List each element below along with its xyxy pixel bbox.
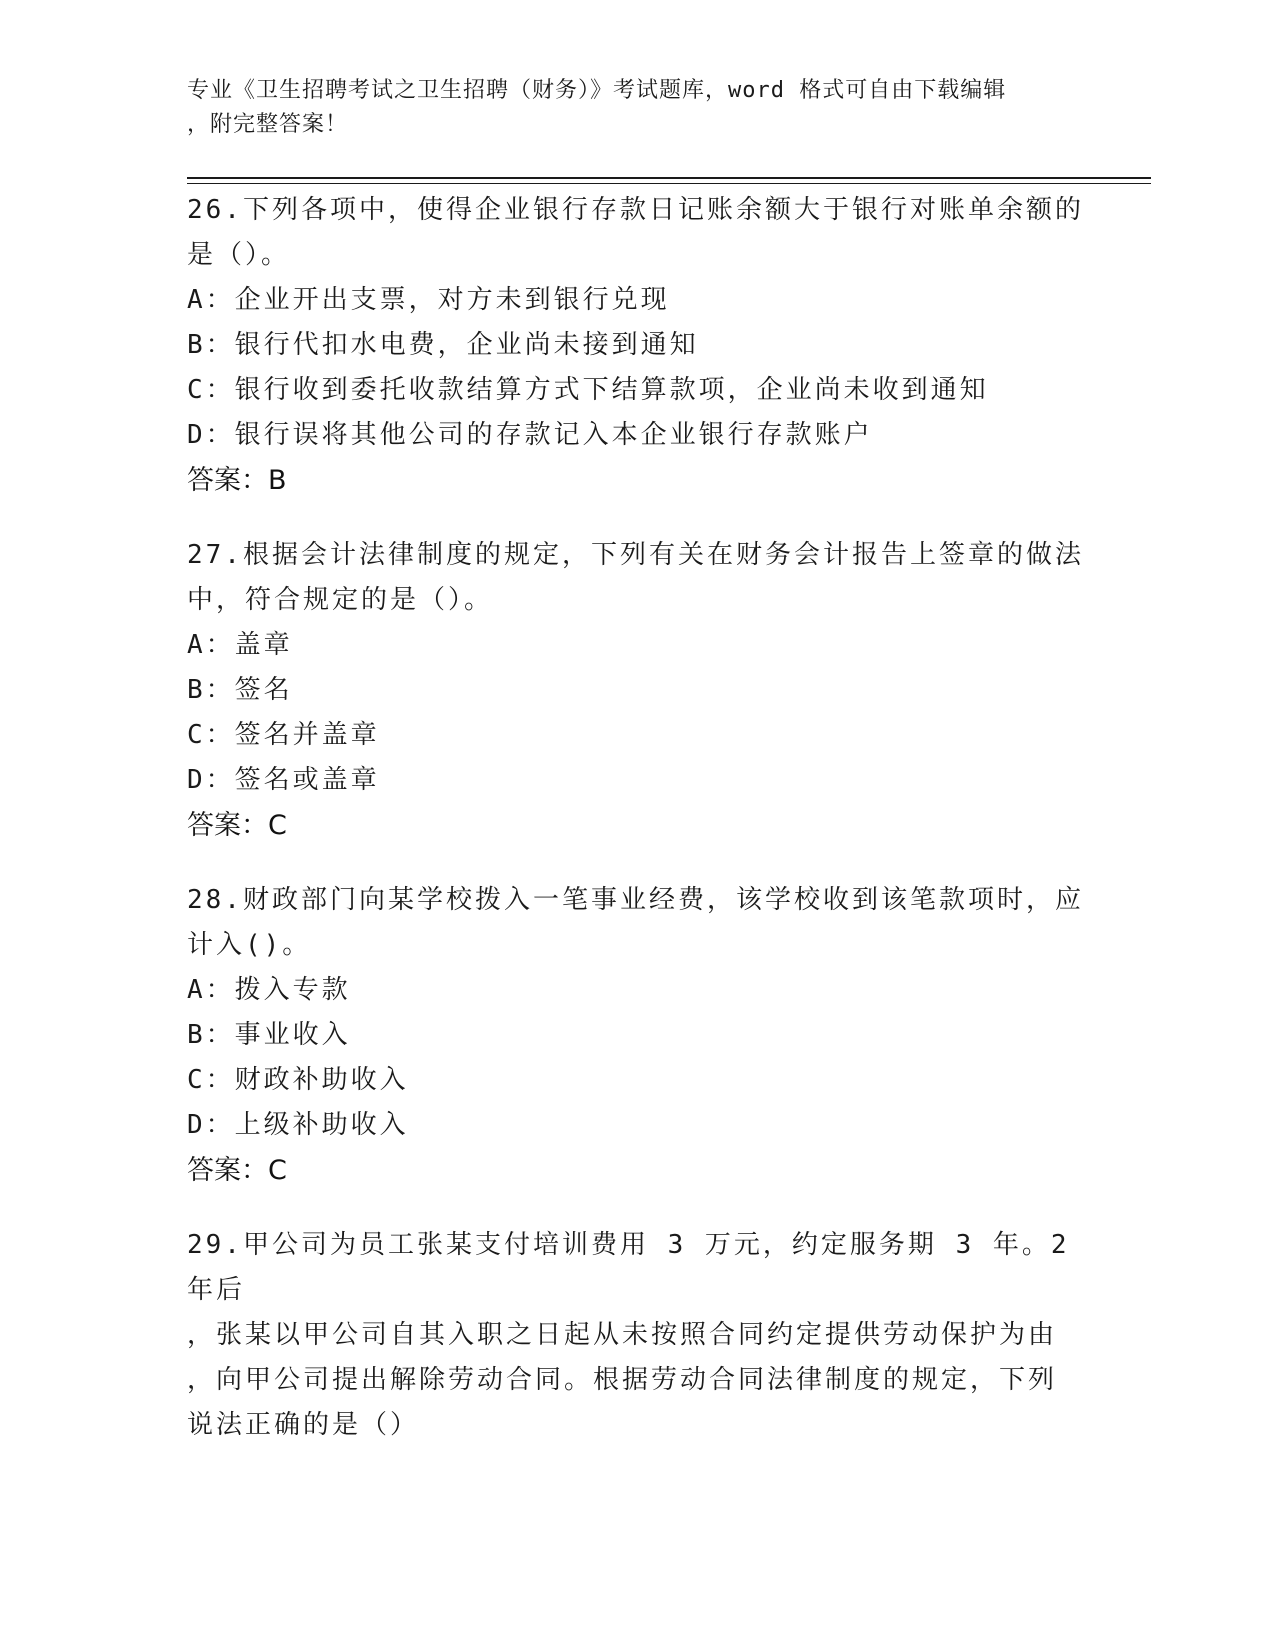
header-divider-thin: [187, 183, 1151, 184]
document-header: [187, 74, 1067, 142]
header-divider-thick: [187, 177, 1151, 179]
option-c: C：签名并盖章: [187, 720, 380, 750]
question-29: [187, 1223, 1087, 1448]
question-28: [187, 878, 1087, 1193]
question-stem-line: ，向甲公司提出解除劳动合同。根据劳动合同法律制度的规定，下列: [187, 1365, 1058, 1395]
option-b: B：银行代扣水电费，企业尚未接到通知: [187, 330, 699, 360]
question-stem-line: 计入()。: [187, 930, 312, 960]
option-b: B：签名: [187, 675, 293, 705]
question-stem-line: 中，符合规定的是（）。: [187, 585, 494, 615]
answer-line: 答案：C: [187, 810, 287, 841]
question-stem-line: 28.财政部门向某学校拨入一笔事业经费，该学校收到该笔款项时，应: [187, 885, 1084, 915]
option-d: D：签名或盖章: [187, 765, 380, 795]
question-26: [187, 188, 1087, 503]
question-stem-line: 是（）。: [187, 240, 291, 270]
option-a: A：拨入专款: [187, 975, 351, 1005]
question-stem-line: 说法正确的是（）: [187, 1410, 420, 1440]
question-27: [187, 533, 1087, 848]
question-stem-line: ，张某以甲公司自其入职之日起从未按照合同约定提供劳动保护为由: [187, 1320, 1058, 1350]
option-c: C：财政补助收入: [187, 1065, 409, 1095]
question-stem-line: 27.根据会计法律制度的规定，下列有关在财务会计报告上签章的做法: [187, 540, 1084, 570]
question-list: [187, 188, 1087, 1478]
option-a: A：企业开出支票，对方未到银行兑现: [187, 285, 670, 315]
header-line-2: ，附完整答案！: [187, 112, 349, 137]
option-a: A：盖章: [187, 630, 293, 660]
answer-line: 答案：C: [187, 1155, 287, 1186]
question-stem-line: 29.甲公司为员工张某支付培训费用 3 万元，约定服务期 3 年。2 年后: [187, 1230, 1070, 1305]
option-d: D：银行误将其他公司的存款记入本企业银行存款账户: [187, 420, 873, 450]
question-stem-line: 26.下列各项中，使得企业银行存款日记账余额大于银行对账单余额的: [187, 195, 1084, 225]
option-c: C：银行收到委托收款结算方式下结算款项，企业尚未收到通知: [187, 375, 989, 405]
option-b: B：事业收入: [187, 1020, 351, 1050]
answer-line: 答案：B: [187, 465, 287, 496]
header-line-1: 专业《卫生招聘考试之卫生招聘（财务）》考试题库，word 格式可自由下载编辑: [187, 78, 1007, 103]
option-d: D：上级补助收入: [187, 1110, 409, 1140]
